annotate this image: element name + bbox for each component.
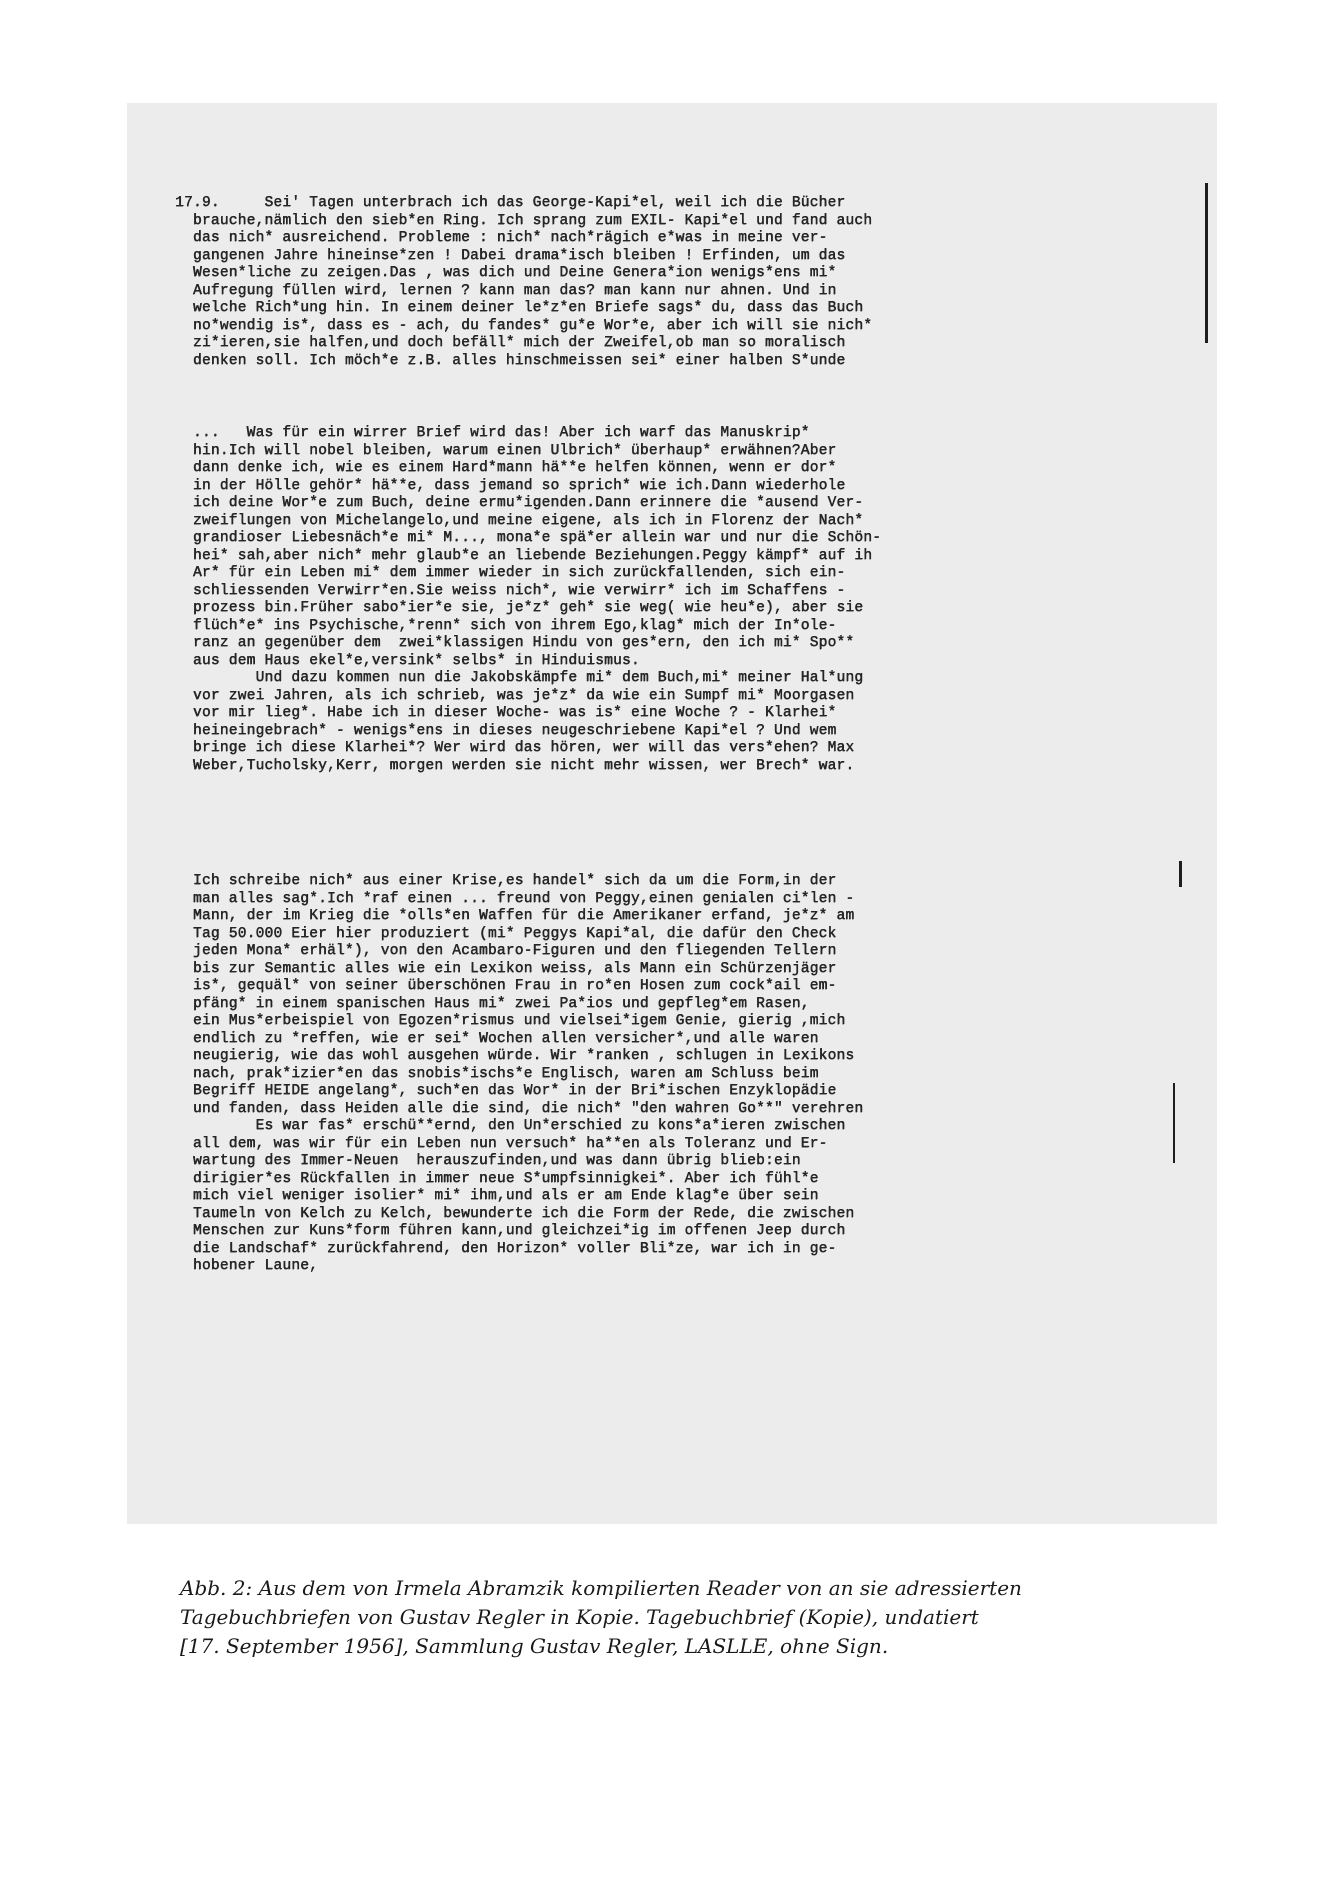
typed-line: endlich zu *reffen, wie er sei* Wochen allen versicher*,und alle waren [175,1030,819,1047]
typed-line: bringe ich diese Klarhei*? Wer wird das hören, wer will das vers*ehen? Max [175,740,855,756]
typed-line: dann denke ich, wie es einem Hard*mann hä**e helfen können, wenn er dor* [175,460,837,476]
typed-line: wartung des Immer-Neuen herauszufinden,und was dann übrig blieb:ein [175,1153,801,1169]
typed-line: denken soll. Ich möch*e z.B. alles hinschmeissen sei* einer halben S*unde [175,352,846,369]
typed-line: Weber,Tucholsky,Kerr, morgen werden sie nicht mehr wissen, wer Brech* war. [175,757,855,774]
typed-line: zi*ieren,sie halfen,und doch befäll* mich der Zweifel,ob man so moralisch [175,335,846,351]
typed-line: all dem, was wir für ein Leben nun versuch* ha**en als Toleranz und Er- [175,1135,828,1152]
typed-line: ... Was für ein wirrer Brief wird das! Aber ich warf das Manuskrip* [175,425,810,441]
scanned-letter [127,103,1217,1524]
typed-line: nach, prak*izier*en das snobis*ischs*e Englisch, waren am Schluss beim [175,1065,819,1082]
typed-line: in der Hölle gehör* hä**e, dass jemand so sprich* wie ich.Dann wiederhole [175,477,846,494]
typed-line: ich deine Wor*e zum Buch, deine ermu*igenden.Dann erinnere die *ausend Ver- [175,495,864,511]
margin-mark-3 [1173,1083,1175,1163]
figure-caption [180,1574,1180,1661]
typed-line: Und dazu kommen nun die Jakobskämpfe mi* dem Buch,mi* meiner Hal*ung [175,670,864,686]
typed-line: is*, gequäl* von seiner überschönen Frau in ro*en Hosen zum cock*ail em- [175,978,837,994]
typed-paragraph-3 [175,873,863,1276]
typed-line: mich viel weniger isolier* mi* ihm,und als er am Ende klag*e über sein [175,1188,819,1204]
typed-line: vor zwei Jahren, als ich schrieb, was je*z* da wie ein Sumpf mi* Moorgasen [175,687,855,704]
typed-line: Wesen*liche zu zeigen.Das , was dich und Deine Genera*ion wenigs*ens mi* [175,265,837,281]
typed-line: Taumeln von Kelch zu Kelch, bewunderte ich die Form der Rede, die zwischen [175,1205,855,1222]
typed-line: Ar* für ein Leben mi* dem immer wieder in sich zurückfallenden, sich ein- [175,565,846,581]
typed-line: Aufregung füllen wird, lernen ? kann man das? man kann nur ahnen. Und in [175,282,837,299]
typed-line: die Landschaf* zurückfahrend, den Horizon* voller Bli*ze, war ich in ge- [175,1240,837,1257]
typed-line: Tag 50.000 Eier hier produziert (mi* Peggys Kapi*al, die dafür den Check [175,925,837,942]
typed-line: 17.9. Sei' Tagen unterbrach ich das George-Kapi*el, weil ich die Bücher [175,195,846,211]
typed-line: jeden Mona* erhäl*), von den Acambaro-Figuren und den fliegenden Tellern [175,943,837,959]
typed-line: ranz an gegenüber dem zwei*klassigen Hindu von ges*ern, den ich mi* Spo** [175,635,855,651]
margin-mark-1 [1205,183,1208,343]
typed-line: und fanden, dass Heiden alle die sind, die nich* "den wahren Go**" verehren [175,1100,864,1117]
typed-line: Ich schreibe nich* aus einer Krise,es handel* sich da um die Form,in der [175,873,837,889]
typed-line: vor mir lieg*. Habe ich in dieser Woche- was is* eine Woche ? - Klarhei* [175,705,837,721]
typed-line: gangenen Jahre hineinse*zen ! Dabei drama*isch bleiben ! Erfinden, um das [175,247,846,264]
typed-line: welche Rich*ung hin. In einem deiner le*z*en Briefe sags* du, dass das Buch [175,300,864,316]
typed-line: man alles sag*.Ich *raf einen ... freund von Peggy,einen genialen ci*len - [175,890,855,907]
caption-line-3: [17. September 1956], Sammlung Gustav Regler, LASLLE, ohne Sign. [180,1634,889,1658]
typed-line: Begriff HEIDE angelang*, such*en das Wor* in der Bri*ischen Enzyklopädie [175,1083,837,1099]
typed-line: schliessenden Verwirr*en.Sie weiss nich*, wie verwirr* ich im Schaffens - [175,582,846,599]
typed-line: ein Mus*erbeispiel von Egozen*rismus und vielsei*igem Genie, gierig ,mich [175,1013,846,1029]
typed-line: heineingebrach* - wenigs*ens in dieses neugeschriebene Kapi*el ? Und wem [175,722,837,739]
typed-line: neugierig, wie das wohl ausgehen würde. Wir *ranken , schlugen in Lexikons [175,1048,855,1064]
typed-line: hobener Laune, [175,1258,319,1274]
typed-line: aus dem Haus ekel*e,versink* selbs* in Hinduismus. [175,652,640,669]
typed-line: brauche,nämlich den sieb*en Ring. Ich sprang zum EXIL- Kapi*el und fand auch [175,212,873,229]
typed-line: flüch*e* ins Psychische,*renn* sich von ihrem Ego,klag* mich der In*ole- [175,617,837,634]
typed-line: bis zur Semantic alles wie ein Lexikon weiss, als Mann ein Schürzenjäger [175,960,837,977]
typed-line: zweiflungen von Michelangelo,und meine eigene, als ich in Florenz der Nach* [175,512,864,529]
caption-line-2: Tagebuchbriefen von Gustav Regler in Kopie. Tagebuchbrief (Kopie), undatiert [180,1605,979,1629]
caption-line-1: Abb. 2: Aus dem von Irmela Abramzik kompilierten Reader von an sie adressierten [180,1576,1022,1600]
margin-mark-2 [1179,861,1182,887]
typed-paragraph-2 [175,425,881,775]
typed-paragraph-1 [175,195,872,370]
typed-line: hin.Ich will nobel bleiben, warum einen Ulbrich* überhaup* erwähnen?Aber [175,442,837,459]
typed-line: prozess bin.Früher sabo*ier*e sie, je*z* geh* sie weg( wie heu*e), aber sie [175,600,864,616]
typed-line: grandioser Liebesnäch*e mi* M..., mona*e spä*er allein war und nur die Schön- [175,530,882,546]
typed-line: Mann, der im Krieg die *olls*en Waffen für die Amerikaner erfand, je*z* am [175,908,855,924]
typed-line: Es war fas* erschü**ernd, den Un*erschied zu kons*a*ieren zwischen [175,1118,846,1134]
typed-line: pfäng* in einem spanischen Haus mi* zwei Pa*ios und gepfleg*em Rasen, [175,995,810,1012]
typed-line: Menschen zur Kuns*form führen kann,und gleichzei*ig im offenen Jeep durch [175,1223,846,1239]
typed-line: no*wendig is*, dass es - ach, du fandes* gu*e Wor*e, aber ich will sie nich* [175,317,873,334]
typed-line: das nich* ausreichend. Probleme : nich* nach*rägich e*was in meine ver- [175,230,828,246]
typed-line: dirigier*es Rückfallen in immer neue S*umpfsinnigkei*. Aber ich fühl*e [175,1170,819,1187]
typed-line: hei* sah,aber nich* mehr glaub*e an liebende Beziehungen.Peggy kämpf* auf ih [175,547,873,564]
